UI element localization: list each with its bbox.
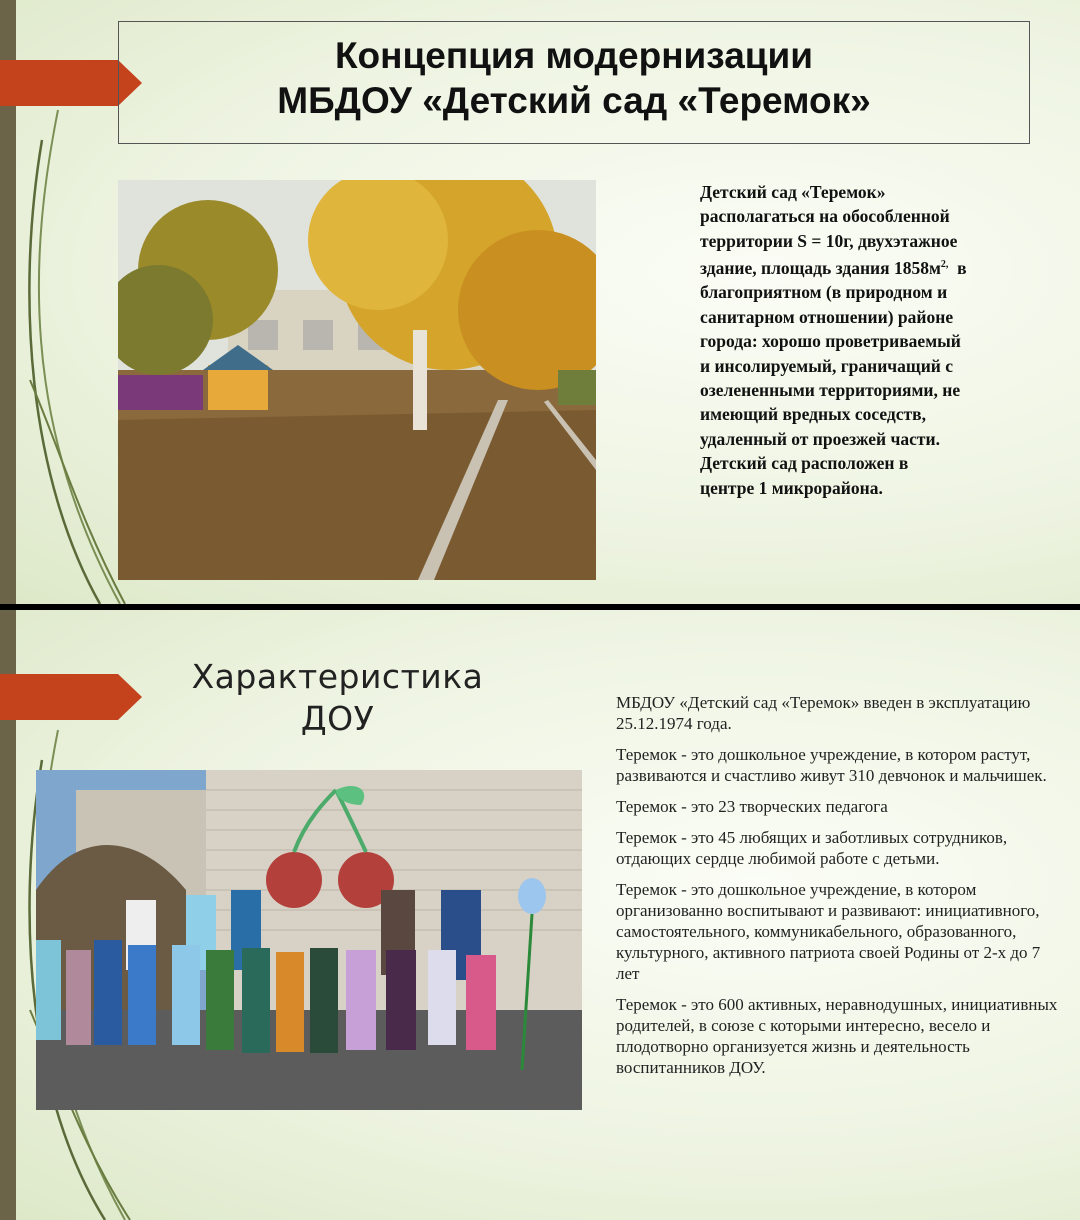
kindergarten-description — [700, 180, 1030, 500]
description-line: санитарном отношении) районе — [700, 306, 954, 327]
slide-1 — [0, 0, 1080, 604]
heading-line-2: ДОУ — [300, 699, 375, 738]
description-line: территории S = 10г, двухэтажное — [700, 230, 958, 251]
characteristics-text — [616, 692, 1061, 1088]
ribbon-marker — [0, 674, 142, 720]
title-line-1: Концепция модернизации — [334, 35, 814, 76]
paragraph-commissioning: МБДОУ «Детский сад «Теремок» введен в эксплуатацию 25.12.1974 года. — [616, 693, 1031, 733]
description-line-tail: в — [948, 258, 967, 279]
paragraph-children: Теремок - это дошкольное учреждение, в котором растут, развиваются и счастливо живут 310 девчонок и мальчишек. — [616, 745, 1047, 785]
description-line-area — [700, 253, 1030, 280]
area-superscript: 2, — [940, 259, 949, 271]
autumn-kindergarten-photo — [118, 180, 596, 580]
slide-title — [118, 21, 1030, 144]
description-line: здание, площадь здания 1858м — [700, 258, 941, 279]
paragraph-parents: Теремок - это 600 активных, неравнодушных, инициативных родителей, в союзе с которыми интересно, весело и плодотворно организуется жизнь и деятельность воспитанников ДОУ. — [616, 995, 1058, 1077]
description-line: Детский сад расположен в — [700, 453, 909, 474]
paragraph-education: Теремок - это дошкольное учреждение, в котором организованно воспитывают и развивают: инициативного, самостоятельного, коммуникабельного, образованного, культурного, активного патриота своей Родины от 2-х до 7 лет — [616, 880, 1041, 983]
paragraph-teachers: Теремок - это 23 творческих педагога — [616, 797, 888, 816]
section-heading — [170, 656, 505, 740]
description-line: Детский сад «Теремок» — [700, 182, 886, 202]
heading-line-1: Характеристика — [191, 657, 484, 696]
description-line: имеющий вредных соседств, — [700, 404, 926, 425]
description-line: центре 1 микрорайона. — [700, 477, 883, 498]
description-line: города: хорошо проветриваемый — [700, 331, 961, 352]
description-line: удаленный от проезжей части. — [700, 428, 940, 449]
paragraph-staff: Теремок - это 45 любящих и заботливых сотрудников, отдающих сердце любимой работе с детьми. — [616, 828, 1008, 868]
description-line: располагаться на обособленной — [700, 206, 950, 227]
description-line: благоприятном (в природном и — [700, 282, 948, 303]
description-line: и инсолируемый, граничащий с — [700, 355, 954, 376]
description-line: озелененными территориями, не — [700, 380, 961, 401]
children-group-photo — [36, 770, 582, 1110]
title-line-2: МБДОУ «Детский сад «Теремок» — [277, 80, 871, 121]
